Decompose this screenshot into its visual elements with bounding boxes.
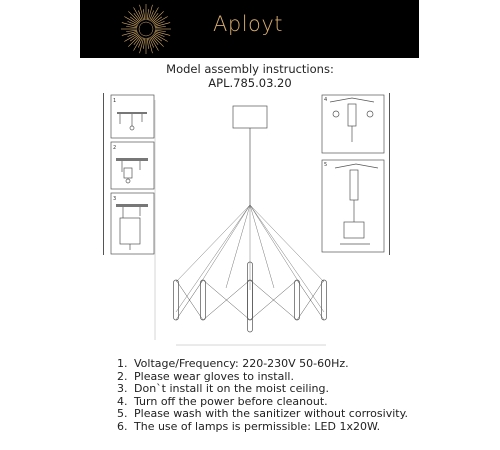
model-number: APL.785.03.20 <box>208 76 292 90</box>
left-steps-panel <box>103 93 154 255</box>
instruction-item: 3. Don`t install it on the moist ceiling. <box>117 382 329 395</box>
doc-title: Model assembly instructions: <box>166 62 334 76</box>
chandelier-drawing <box>155 100 327 345</box>
step-label: 5 <box>324 162 328 168</box>
instruction-item: 2. Please wear gloves to install. <box>117 369 294 383</box>
left-step-labels <box>113 98 116 202</box>
step-label: 3 <box>113 196 117 202</box>
instruction-item: 6. The use of lamps is permissible: LED 1x20W. <box>117 419 381 433</box>
step-label: 4 <box>324 97 328 103</box>
step-label: 1 <box>113 98 117 104</box>
instruction-item: 4. Turn off the power before cleanout. <box>117 394 328 408</box>
brand-name: Aployt <box>213 12 284 36</box>
step-label: 2 <box>113 145 117 151</box>
right-step-labels <box>324 97 327 168</box>
instruction-item: 1. Voltage/Frequency: 220-230V 50-60Hz. <box>117 357 349 370</box>
right-steps-panel <box>322 93 390 255</box>
instruction-item: 5. Please wash with the sanitizer without corrosivity. <box>117 407 409 420</box>
instructions-list <box>117 358 408 433</box>
